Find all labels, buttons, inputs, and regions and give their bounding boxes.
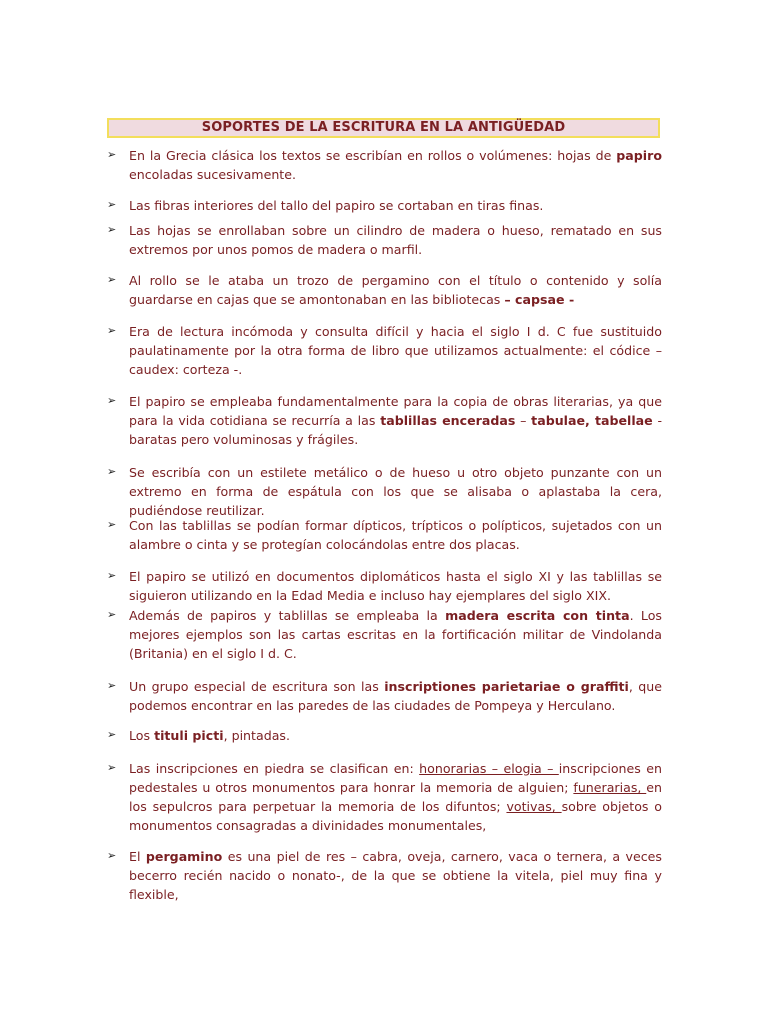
bold-term: – capsae - <box>504 292 575 307</box>
arrow-bullet-icon: ➢ <box>107 148 117 161</box>
arrow-bullet-icon: ➢ <box>107 273 117 286</box>
document-title: SOPORTES DE LA ESCRITURA EN LA ANTIGÜEDAD <box>107 118 660 138</box>
arrow-bullet-icon: ➢ <box>107 465 117 478</box>
text-run: El <box>129 849 146 864</box>
text-run: El papiro se utilizó en documentos diplomáticos hasta el siglo XI y las tablillas se siguieron utilizando en la Edad Media e incluso hay ejemplares del siglo XIX. <box>129 569 662 603</box>
list-item-text <box>129 567 662 605</box>
list-item-text <box>129 516 662 554</box>
bold-term: madera escrita con tinta <box>445 608 630 623</box>
bold-term: tituli picti <box>154 728 224 743</box>
arrow-bullet-icon: ➢ <box>107 608 117 621</box>
list-item-text <box>129 146 662 184</box>
text-run: , que podemos encontrar en las paredes de las ciudades de Pompeya y Herculano. <box>129 679 662 713</box>
list-item-text <box>129 392 662 449</box>
list-item-text <box>129 847 662 904</box>
text-run: en los sepulcros para perpetuar la memoria de los difuntos; <box>129 780 662 814</box>
arrow-bullet-icon: ➢ <box>107 324 117 337</box>
text-run: Al rollo se le ataba un trozo de pergamino con el título o contenido y solía guardarse en cajas que se amontonaban en las bibliotecas <box>129 273 662 307</box>
arrow-bullet-icon: ➢ <box>107 518 117 531</box>
arrow-bullet-icon: ➢ <box>107 394 117 407</box>
list-item-text <box>129 606 662 663</box>
text-run: Las hojas se enrollaban sobre un cilindro de madera o hueso, rematado en sus extremos por unos pomos de madera o marfil. <box>129 223 662 257</box>
bold-term: pergamino <box>145 849 223 864</box>
bold-term: papiro <box>616 148 662 163</box>
underlined-term: funerarias, <box>573 780 647 795</box>
arrow-bullet-icon: ➢ <box>107 679 117 692</box>
text-run: – <box>515 413 532 428</box>
text-run: Los <box>129 728 155 743</box>
underlined-term: honorarias – elogia – <box>419 761 559 776</box>
text-run: - baratas pero voluminosas y frágiles. <box>129 413 662 447</box>
text-run: sobre objetos o monumentos consagradas a divinidades monumentales, <box>129 799 662 833</box>
arrow-bullet-icon: ➢ <box>107 849 117 862</box>
text-run: . Los mejores ejemplos son las cartas escritas en la fortificación militar de Vindolanda (Britania) en el siglo I d. C. <box>129 608 662 661</box>
text-run: es una piel de res – cabra, oveja, carnero, vaca o ternera, a veces becerro recién nacido o nonato-, de la que se obtiene la vitela, piel muy fina y flexible, <box>129 849 662 902</box>
bold-term: inscriptiones parietariae o graffiti <box>384 679 629 694</box>
arrow-bullet-icon: ➢ <box>107 223 117 236</box>
list-item-text <box>129 322 662 379</box>
text-run: Era de lectura incómoda y consulta difícil y hacia el siglo I d. C fue sustituido paulatinamente por la otra forma de libro que utilizamos actualmente: el códice – caudex: corteza -. <box>129 324 662 377</box>
arrow-bullet-icon: ➢ <box>107 728 117 741</box>
list-item-text <box>129 463 662 520</box>
bold-term: tablillas enceradas <box>380 413 516 428</box>
arrow-bullet-icon: ➢ <box>107 569 117 582</box>
text-run: encoladas sucesivamente. <box>129 167 296 182</box>
list-item-text <box>129 271 662 309</box>
text-run: Con las tablillas se podían formar dípticos, trípticos o polípticos, sujetados con un alambre o cinta y se protegían colocándolas entre dos placas. <box>129 518 662 552</box>
text-run: Además de papiros y tablillas se empleaba la <box>129 608 446 623</box>
list-item-text <box>129 196 662 215</box>
underlined-term: votivas, <box>506 799 562 814</box>
text-run: Un grupo especial de escritura son las <box>129 679 385 694</box>
text-run: inscripciones en pedestales u otros monumentos para honrar la memoria de alguien; <box>129 761 662 795</box>
text-run: Se escribía con un estilete metálico o de hueso u otro objeto punzante con un extremo en forma de espátula con los que se alisaba o aplastaba la cera, pudiéndose reutilizar. <box>129 465 662 518</box>
list-item-text <box>129 759 662 835</box>
text-run: Las inscripciones en piedra se clasifican en: <box>129 761 420 776</box>
text-run: El papiro se empleaba fundamentalmente para la copia de obras literarias, ya que para la vida cotidiana se recurría a las <box>129 394 662 428</box>
text-run: , pintadas. <box>223 728 290 743</box>
text-run: En la Grecia clásica los textos se escribían en rollos o volúmenes: hojas de <box>129 148 617 163</box>
arrow-bullet-icon: ➢ <box>107 761 117 774</box>
list-item-text <box>129 221 662 259</box>
list-item-text <box>129 677 662 715</box>
arrow-bullet-icon: ➢ <box>107 198 117 211</box>
text-run: Las fibras interiores del tallo del papiro se cortaban en tiras finas. <box>129 198 544 213</box>
list-item-text <box>129 726 662 745</box>
bold-term: tabulae, tabellae <box>531 413 653 428</box>
